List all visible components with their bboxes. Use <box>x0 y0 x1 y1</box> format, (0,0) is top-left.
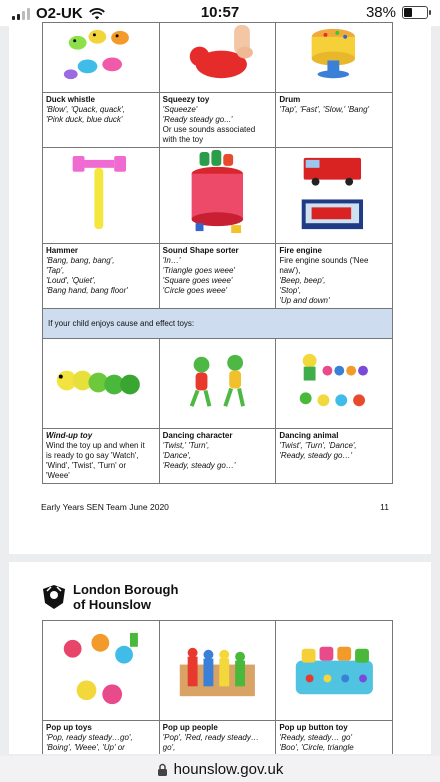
dancing-character-cell <box>159 429 276 484</box>
phrase: 'Blow', 'Quack, quack', <box>46 105 126 114</box>
instruction: Wind the toy up and when it <box>46 441 145 450</box>
phrase: 'Pop', 'Red, ready steady… <box>162 733 259 742</box>
phrase: 'Loud', 'Quiet', <box>46 276 96 285</box>
shape-sorter-image <box>159 148 276 244</box>
phrase: 'Stop', <box>279 286 302 295</box>
phrase: 'Boo', 'Circle, triangle <box>279 743 354 752</box>
url-domain[interactable]: hounslow.gov.uk <box>173 760 284 778</box>
page-footer-text: Early Years SEN Team June 2020 <box>41 502 169 512</box>
toy-name: Wind-up toy <box>46 431 93 440</box>
shape-sorter-cell <box>159 244 276 309</box>
pop-up-people-cell <box>159 721 276 755</box>
phrase: 'Ready steady go...' <box>162 115 233 124</box>
hammer-image <box>43 148 160 244</box>
toy-name: Sound Shape sorter <box>162 246 239 255</box>
battery-icon <box>402 6 428 19</box>
battery-group <box>366 4 428 21</box>
instruction: Fire engine sounds ('Nee <box>279 256 369 265</box>
phrase: 'Triangle goes weee' <box>162 266 235 275</box>
phrase: 'Twist,' 'Turn', <box>162 441 210 450</box>
phrase: 'Pink duck, blue duck' <box>46 115 123 124</box>
document-page-12 <box>9 562 431 754</box>
cause-effect-banner: If your child enjoys cause and effect toys: <box>43 309 393 339</box>
toy-table-top <box>42 22 393 484</box>
url-bar[interactable] <box>0 756 440 782</box>
hammer-cell <box>43 244 160 309</box>
fire-engine-image <box>276 148 393 244</box>
phrase: 'Tap', <box>46 266 65 275</box>
instruction: naw'), <box>279 266 301 275</box>
dancing-character-image <box>159 339 276 429</box>
page-number: 11 <box>380 502 389 512</box>
instruction: 'Weee' <box>46 471 70 480</box>
instruction: 'Wind', 'Twist', 'Turn' or <box>46 461 126 470</box>
pop-up-toys-image <box>43 621 160 721</box>
phrase: 'Twist', 'Turn', 'Dance', <box>279 441 357 450</box>
carrier-label: O2-UK <box>36 5 83 22</box>
clock: 10:57 <box>200 4 240 21</box>
toy-name: Dancing animal <box>279 431 339 440</box>
phrase: 'Beep, beep', <box>279 276 326 285</box>
phrase: 'Squeeze' <box>162 105 198 114</box>
wind-up-toy-cell <box>43 429 160 484</box>
toy-name: Duck whistle <box>46 95 95 104</box>
crest-icon <box>41 583 67 611</box>
pop-up-button-toy-image <box>276 621 393 721</box>
logo-line-1: London Borough <box>73 582 179 597</box>
dancing-animal-cell <box>276 429 393 484</box>
wind-up-toy-image <box>43 339 160 429</box>
toy-name: Hammer <box>46 246 79 255</box>
battery-percent: 38% <box>365 4 396 21</box>
fire-engine-cell <box>276 244 393 309</box>
pop-up-button-toy-cell <box>276 721 393 755</box>
instruction: Or use sounds associated <box>162 125 256 134</box>
phrase: go', <box>162 743 176 752</box>
document-page-11 <box>9 26 431 554</box>
phrase: 'Up and down' <box>279 296 330 305</box>
drum-image <box>276 23 393 93</box>
duck-whistle-image <box>43 23 160 93</box>
lock-icon <box>157 763 168 776</box>
drum-cell <box>276 93 393 148</box>
duck-whistle-cell <box>43 93 160 148</box>
pop-up-people-image <box>159 621 276 721</box>
phrase: 'Bang, bang, bang', <box>46 256 115 265</box>
toy-name: Squeezy toy <box>162 95 210 104</box>
phrase: 'Square goes weee' <box>162 276 233 285</box>
squeezy-toy-cell <box>159 93 276 148</box>
phrase: 'Tap', 'Fast', 'Slow,' 'Bang' <box>279 105 370 114</box>
toy-name: Dancing character <box>162 431 233 440</box>
toy-name: Pop up toys <box>46 723 92 732</box>
instruction: is ready to go say 'Watch', <box>46 451 139 460</box>
phrase: 'Ready, steady… go' <box>279 733 353 742</box>
instruction: with the toy <box>162 135 204 144</box>
toy-table-bottom <box>42 620 393 754</box>
phrase: 'Ready, steady go…' <box>279 451 353 460</box>
phrase: 'Dance', <box>162 451 192 460</box>
toy-name: Pop up button toy <box>279 723 348 732</box>
phrase: 'Pop, ready steady…go', <box>46 733 133 742</box>
toy-name: Pop up people <box>162 723 218 732</box>
toy-name: Drum <box>279 95 301 104</box>
phrase: 'Circle goes weee' <box>162 286 228 295</box>
phrase: 'Boing', 'Weee', 'Up' or <box>46 743 125 752</box>
phrase: 'Ready, steady go…' <box>162 461 236 470</box>
squeezy-toy-image <box>159 23 276 93</box>
phrase: 'In…' <box>162 256 181 265</box>
pop-up-toys-cell <box>43 721 160 755</box>
logo-line-2: of Hounslow <box>73 597 151 612</box>
dancing-animal-image <box>276 339 393 429</box>
phrase: 'Bang hand, bang floor' <box>46 286 128 295</box>
toy-name: Fire engine <box>279 246 322 255</box>
council-logo <box>41 582 178 612</box>
